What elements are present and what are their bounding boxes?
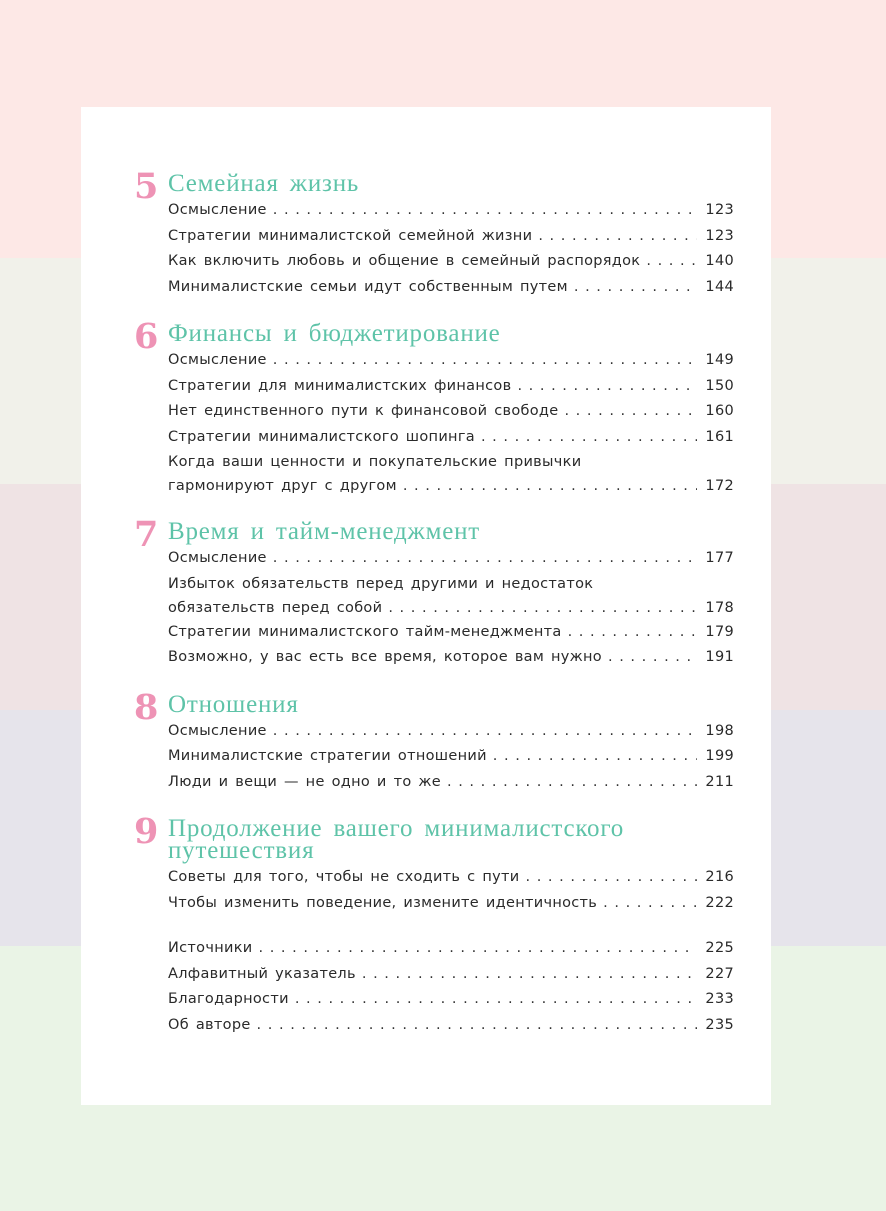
dot-leader bbox=[568, 620, 698, 646]
toc-entry[interactable] bbox=[168, 770, 734, 796]
toc-entry[interactable] bbox=[168, 744, 734, 770]
toc-entry-page: 149 bbox=[705, 352, 734, 368]
toc-entry[interactable] bbox=[168, 348, 734, 374]
toc-entry-label: Чтобы изменить поведение, измените идентичность bbox=[168, 894, 598, 911]
toc-entry[interactable] bbox=[168, 399, 734, 425]
dot-leader bbox=[608, 645, 697, 671]
dot-leader bbox=[517, 374, 697, 400]
chapter-number: 8 bbox=[134, 686, 159, 728]
dot-leader bbox=[273, 546, 698, 572]
toc-entry-label: Осмысление bbox=[168, 550, 267, 566]
toc-entry-page: 199 bbox=[705, 748, 734, 764]
toc-entry-label: Осмысление bbox=[168, 202, 267, 218]
toc-entry-page: 178 bbox=[705, 599, 734, 616]
toc-entry-label: Стратегии для минималистских финансов bbox=[168, 377, 512, 394]
toc-entry[interactable] bbox=[168, 891, 734, 917]
toc-entry[interactable] bbox=[168, 450, 734, 498]
toc-entry[interactable] bbox=[168, 962, 734, 988]
toc-entry-page: 225 bbox=[705, 940, 734, 956]
toc-entry-label: Советы для того, чтобы не сходить с пути bbox=[168, 869, 520, 885]
chapter-title: Время и тайм-менеджмент bbox=[168, 518, 480, 545]
chapter-title: Финансы и бюджетирование bbox=[168, 320, 501, 347]
toc-page bbox=[81, 107, 771, 1105]
toc-entry-label: Источники bbox=[168, 940, 253, 956]
toc-entry[interactable] bbox=[168, 987, 734, 1013]
toc-entry-label: Как включить любовь и общение в семейный распорядок bbox=[168, 253, 641, 269]
toc-entry-label: Стратегии минималистского тайм-менеджмента bbox=[168, 623, 562, 640]
toc-entry-page: 198 bbox=[705, 722, 734, 739]
toc-entry-label: Нет единственного пути к финансовой свободе bbox=[168, 403, 559, 419]
toc-entry[interactable] bbox=[168, 645, 734, 671]
toc-entry-page: 123 bbox=[705, 227, 734, 244]
chapter-title: Семейная жизнь bbox=[168, 170, 360, 197]
toc-entry-page: 123 bbox=[705, 202, 734, 218]
toc-entry-page: 144 bbox=[705, 278, 734, 295]
dot-leader bbox=[538, 224, 697, 250]
toc-entry-label: Минималистские стратегии отношений bbox=[168, 748, 487, 764]
toc-entry[interactable] bbox=[168, 936, 734, 962]
toc-entry-page: 160 bbox=[705, 403, 734, 419]
toc-entry[interactable] bbox=[168, 572, 734, 620]
toc-entry-label: Минималистские семьи идут собственным путем bbox=[168, 278, 568, 295]
toc-entry-label: Алфавитный указатель bbox=[168, 965, 356, 982]
chapter-8 bbox=[134, 686, 734, 796]
dot-leader bbox=[493, 744, 698, 770]
toc-entry[interactable] bbox=[168, 719, 734, 745]
toc-entry[interactable] bbox=[168, 275, 734, 301]
toc-entry-label: Осмысление bbox=[168, 722, 267, 739]
chapter-7 bbox=[134, 514, 734, 671]
dot-leader bbox=[526, 865, 698, 891]
dot-leader bbox=[273, 348, 698, 374]
toc-entry-page: 216 bbox=[705, 869, 734, 885]
dot-leader bbox=[447, 770, 697, 796]
dot-leader bbox=[259, 936, 698, 962]
back-matter bbox=[168, 936, 734, 1038]
toc-entry-page: 140 bbox=[705, 253, 734, 269]
toc-entry[interactable] bbox=[168, 425, 734, 451]
dot-leader bbox=[603, 891, 697, 917]
chapter-title: Отношения bbox=[168, 690, 299, 718]
chapter-number: 6 bbox=[134, 316, 159, 357]
dot-leader bbox=[388, 596, 697, 620]
dot-leader bbox=[295, 987, 698, 1013]
toc-entry-label: Стратегии минималистской семейной жизни bbox=[168, 227, 533, 244]
toc-entry-label-line1: Избыток обязательств перед другими и недостаток bbox=[168, 575, 594, 592]
chapter-9 bbox=[134, 811, 734, 916]
dot-leader bbox=[362, 962, 698, 988]
toc-entry-page: 211 bbox=[705, 773, 734, 790]
dot-leader bbox=[403, 474, 698, 498]
toc-entry-label: гармонируют друг с другом bbox=[168, 478, 397, 494]
dot-leader bbox=[257, 1013, 698, 1039]
toc-entry-page: 222 bbox=[705, 894, 734, 911]
toc-entry-page: 179 bbox=[705, 623, 734, 640]
dot-leader bbox=[646, 249, 697, 275]
toc-entry-page: 235 bbox=[705, 1016, 734, 1033]
toc-entry-label: Люди и вещи — не одно и то же bbox=[168, 773, 441, 790]
chapter-5 bbox=[134, 166, 734, 300]
toc-entry-page: 161 bbox=[705, 428, 734, 445]
toc-entry[interactable] bbox=[168, 620, 734, 646]
toc-entry-page: 172 bbox=[705, 478, 734, 494]
chapter-number: 5 bbox=[134, 166, 159, 207]
toc-entry-page: 191 bbox=[705, 649, 734, 665]
table-of-contents bbox=[134, 166, 734, 1038]
toc-entry[interactable] bbox=[168, 374, 734, 400]
toc-entry-label-line1: Когда ваши ценности и покупательские привычки bbox=[168, 454, 582, 470]
toc-entry-label: Осмысление bbox=[168, 352, 267, 368]
toc-entry-page: 227 bbox=[705, 965, 734, 982]
toc-entry[interactable] bbox=[168, 198, 734, 224]
toc-entry-label: Благодарности bbox=[168, 991, 289, 1007]
toc-entry-label: обязательств перед собой bbox=[168, 599, 383, 616]
chapter-6 bbox=[134, 316, 734, 498]
toc-entry[interactable] bbox=[168, 865, 734, 891]
dot-leader bbox=[273, 198, 698, 224]
toc-entry[interactable] bbox=[168, 1013, 734, 1039]
chapter-title-line1: Продолжение вашего минималистского bbox=[168, 815, 625, 842]
toc-entry[interactable] bbox=[168, 249, 734, 275]
dot-leader bbox=[273, 719, 698, 745]
toc-entry-page: 177 bbox=[705, 550, 734, 566]
toc-entry[interactable] bbox=[168, 546, 734, 572]
toc-entry-page: 233 bbox=[705, 991, 734, 1007]
toc-entry-page: 150 bbox=[705, 377, 734, 394]
toc-entry-label: Об авторе bbox=[168, 1016, 251, 1033]
chapter-number: 7 bbox=[134, 514, 159, 555]
toc-entry-label: Возможно, у вас есть все время, которое вам нужно bbox=[168, 649, 602, 665]
chapter-number: 9 bbox=[134, 811, 159, 852]
dot-leader bbox=[564, 399, 697, 425]
dot-leader bbox=[481, 425, 697, 451]
chapter-title-line2: путешествия bbox=[168, 837, 315, 864]
dot-leader bbox=[574, 275, 698, 301]
toc-entry[interactable] bbox=[168, 224, 734, 250]
toc-entry-label: Стратегии минималистского шопинга bbox=[168, 428, 475, 445]
